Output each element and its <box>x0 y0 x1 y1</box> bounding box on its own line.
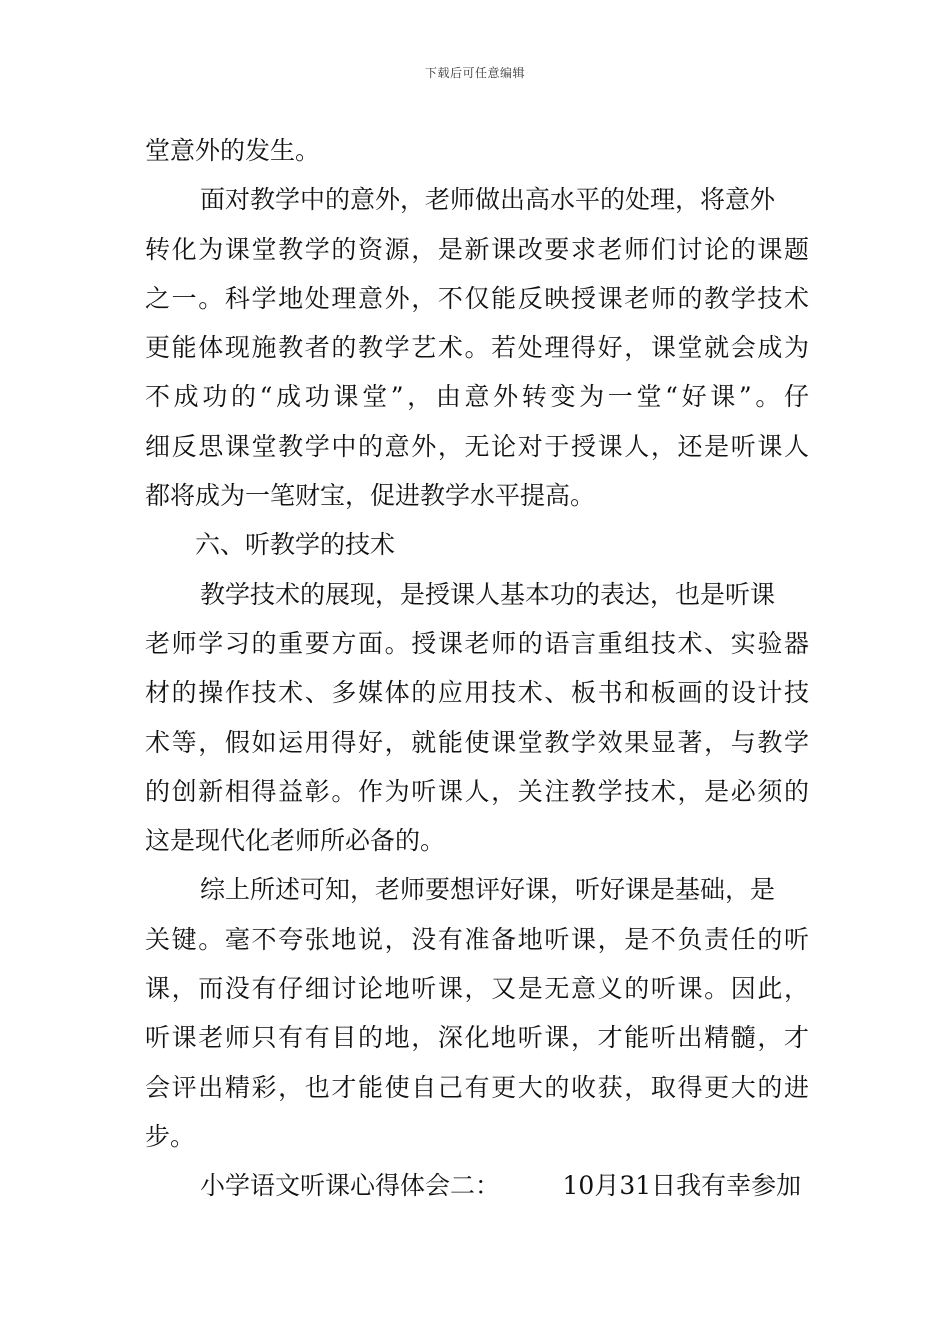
paragraph-start-line: 教学技术的展现，是授课人基本功的表达，也是听课 <box>200 579 776 609</box>
text-line: 材的操作技术、多媒体的应用技术、板书和板画的设计技 <box>145 678 809 708</box>
text-line: 这是现代化老师所必备的。 <box>145 826 446 856</box>
text-line: 步。 <box>145 1121 196 1151</box>
text-line: 会评出精彩，也才能使自己有更大的收获，取得更大的进 <box>145 1072 809 1102</box>
paragraph-start-line: 面对教学中的意外，老师做出高水平的处理，将意外 <box>200 185 776 215</box>
paragraph-start-line: 小学语文听课心得体会二： 10月31日我有幸参加 <box>200 1171 802 1201</box>
text-line: 老师学习的重要方面。授课老师的语言重组技术、实验器 <box>145 628 809 658</box>
text-line: 术等，假如运用得好，就能使课堂教学效果显著，与教学 <box>145 727 809 757</box>
text-line: 细反思课堂教学中的意外，无论对于授课人，还是听课人 <box>145 431 809 461</box>
text-line: 的创新相得益彰。作为听课人，关注教学技术，是必须的 <box>145 776 809 806</box>
text-line: 课，而没有仔细讨论地听课，又是无意义的听课。因此， <box>145 974 809 1004</box>
text-line: 之一。科学地处理意外，不仅能反映授课老师的教学技术 <box>145 283 809 313</box>
text-line: 堂意外的发生。 <box>145 136 321 165</box>
text-line: 更能体现施教者的教学艺术。若处理得好，课堂就会成为 <box>145 333 809 363</box>
text-line: 转化为课堂教学的资源，是新课改要求老师们讨论的课题 <box>145 234 809 264</box>
page-header: 下载后可任意编辑 <box>424 66 525 80</box>
text-line: 都将成为一笔财宝，促进教学水平提高。 <box>145 481 596 511</box>
text-line: 不成功的“成功课堂”，由意外转变为一堂“好课”。仔 <box>145 382 809 412</box>
paragraph-start-line: 综上所述可知，老师要想评好课，听好课是基础，是 <box>200 875 776 905</box>
text-line: 听课老师只有有目的地，深化地听课，才能听出精髓，才 <box>145 1023 809 1053</box>
document-body <box>145 126 809 1211</box>
section-heading: 六、听教学的技术 <box>195 530 396 560</box>
text-line: 关键。毫不夸张地说，没有准备地听课，是不负责任的听 <box>145 924 809 954</box>
